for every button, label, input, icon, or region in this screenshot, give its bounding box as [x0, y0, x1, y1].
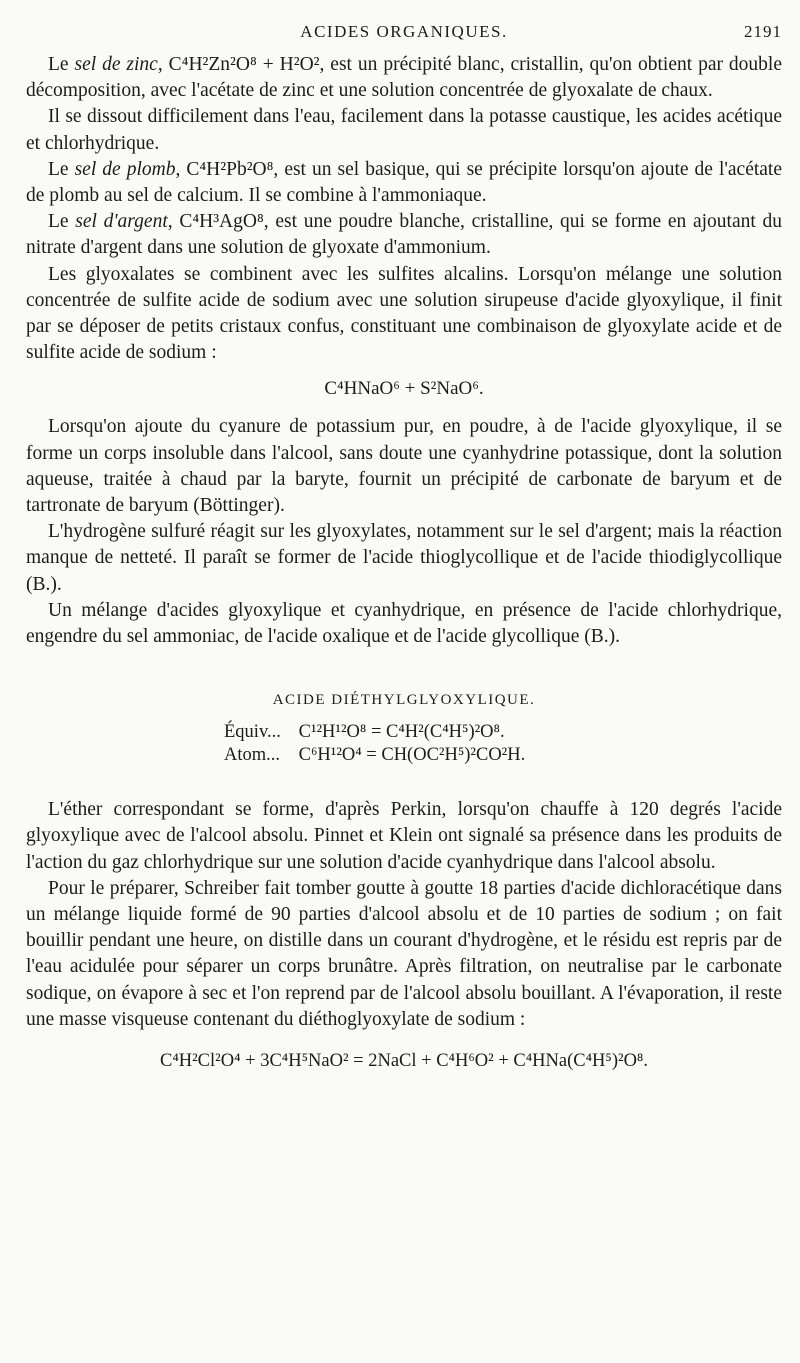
equiv-row	[224, 721, 584, 744]
paragraph-sulfites: Les glyoxalates se combinent avec les sulfites alcalins. Lorsqu'on mélange une solution concentrée de sulfite acide de sodium avec une solution sirupeuse d'acide glyoxylique, il finit par se déposer de petits cristaux confus, constituant une combinaison de glyoxylate acide et de sulfite acide de sodium :	[26, 263, 782, 364]
paragraph-lead-salt: Le sel de plomb, C⁴H²Pb²O⁸, est un sel basique, qui se précipite lorsqu'on ajoute de l'acétate de plomb au sel de calcium. Il se combine à l'ammoniaque.	[26, 158, 782, 207]
atom-label: Atom...	[224, 745, 281, 766]
term-lead-salt: sel de plomb	[74, 158, 176, 180]
atom-row	[224, 744, 584, 767]
paragraph-cyanhydric-mixture: Un mélange d'acides glyoxylique et cyanhydrique, en présence de l'acide chlorhydrique, engendre du sel ammoniac, de l'acide oxalique et de l'acide glycollique (B.).	[26, 599, 782, 648]
paragraph-cyanide: Lorsqu'on ajoute du cyanure de potassium pur, en poudre, à de l'acide glyoxylique, il se forme un corps insoluble dans l'alcool, sans doute une cyanhydrine potassique, dont la solution aqueuse, traitée à chaud par la baryte, fournit un précipité de carbonate de baryum et de tartronate de baryum (Böttinger).	[26, 416, 782, 517]
paragraph-ether: L'éther correspondant se forme, d'après Perkin, lorsqu'on chauffe à 120 degrés l'acide glyoxylique avec de l'alcool absolu. Pinnet et Klein ont signalé sa présence dans les produits de l'action du gaz chlorhydrique sur une solution d'acide cyanhydrique dans l'alcool absolu.	[26, 799, 782, 873]
paragraph-solubility: Il se dissout difficilement dans l'eau, facilement dans la potasse caustique, les acides acétique et chlorhydrique.	[26, 106, 782, 154]
equiv-label: Équiv...	[224, 722, 281, 743]
paragraph-hydrogen-sulfide: L'hydrogène sulfuré réagit sur les glyoxylates, notamment sur le sel d'argent; mais la réaction manque de netteté. Il paraît se former de l'acide thioglycollique et de l'acide thiodiglycollique (B.).	[26, 521, 782, 595]
page	[26, 22, 782, 1072]
formula-silver-salt: C⁴H³AgO⁸	[179, 211, 264, 233]
paragraph-preparation: Pour le préparer, Schreiber fait tomber goutte à goutte 18 parties d'acide dichloracétique dans un mélange liquide formé de 90 parties d'alcool absolu et de 10 parties de sodium ; on fait bouillir pendant une heure, on distille dans un courant d'hydrogène, et le résidu est repris par de l'eau acidulée pour séparer un corps brunâtre. Après filtration, on neutralise par le carbonate sodique, on évapore à sec et l'on reprend par de l'alcool absolu bouillant. A l'évaporation, il reste une masse visqueuse contenant du diéthoglyoxylate de sodium :	[26, 877, 782, 1030]
running-title: ACIDES ORGANIQUES.	[300, 22, 508, 41]
formula-lead-salt: C⁴H²Pb²O⁸	[186, 158, 274, 180]
term-silver-salt: sel d'argent	[75, 211, 168, 233]
term-zinc-salt: sel de zinc	[74, 54, 158, 75]
formula-preparation: C⁴H²Cl²O⁴ + 3C⁴H⁵NaO² = 2NaCl + C⁴H⁶O² + C⁴HNa(C⁴H⁵)²O⁸.	[159, 1051, 649, 1072]
atom-formula: C⁶H¹²O⁴ = CH(OC²H⁵)²CO²H.	[298, 745, 526, 766]
paragraph-zinc-salt: Le sel de zinc, C⁴H²Zn²O⁸ + H²O², est un précipité blanc, cristallin, qu'on obtient par double décomposition, avec l'acétate de zinc et une solution concentrée de glyoxalate de chaux.	[26, 54, 782, 102]
page-number: 2191	[744, 22, 782, 41]
running-header	[26, 22, 782, 52]
formula-sulfite-combination: C⁴HNaO⁶ + S²NaO⁶.	[324, 378, 484, 400]
formula-zinc-salt: C⁴H²Zn²O⁸ + H²O²	[168, 54, 320, 75]
section-title: ACIDE DIÉTHYLGLYOXYLIQUE.	[272, 692, 536, 709]
paragraph-silver-salt: Le sel d'argent, C⁴H³AgO⁸, est une poudre blanche, cristalline, qui se forme en ajoutant du nitrate d'argent dans une solution de glyoxate d'ammonium.	[26, 211, 782, 259]
equiv-formula: C¹²H¹²O⁸ = C⁴H²(C⁴H⁵)²O⁸.	[298, 722, 505, 743]
formula-block	[224, 721, 584, 767]
